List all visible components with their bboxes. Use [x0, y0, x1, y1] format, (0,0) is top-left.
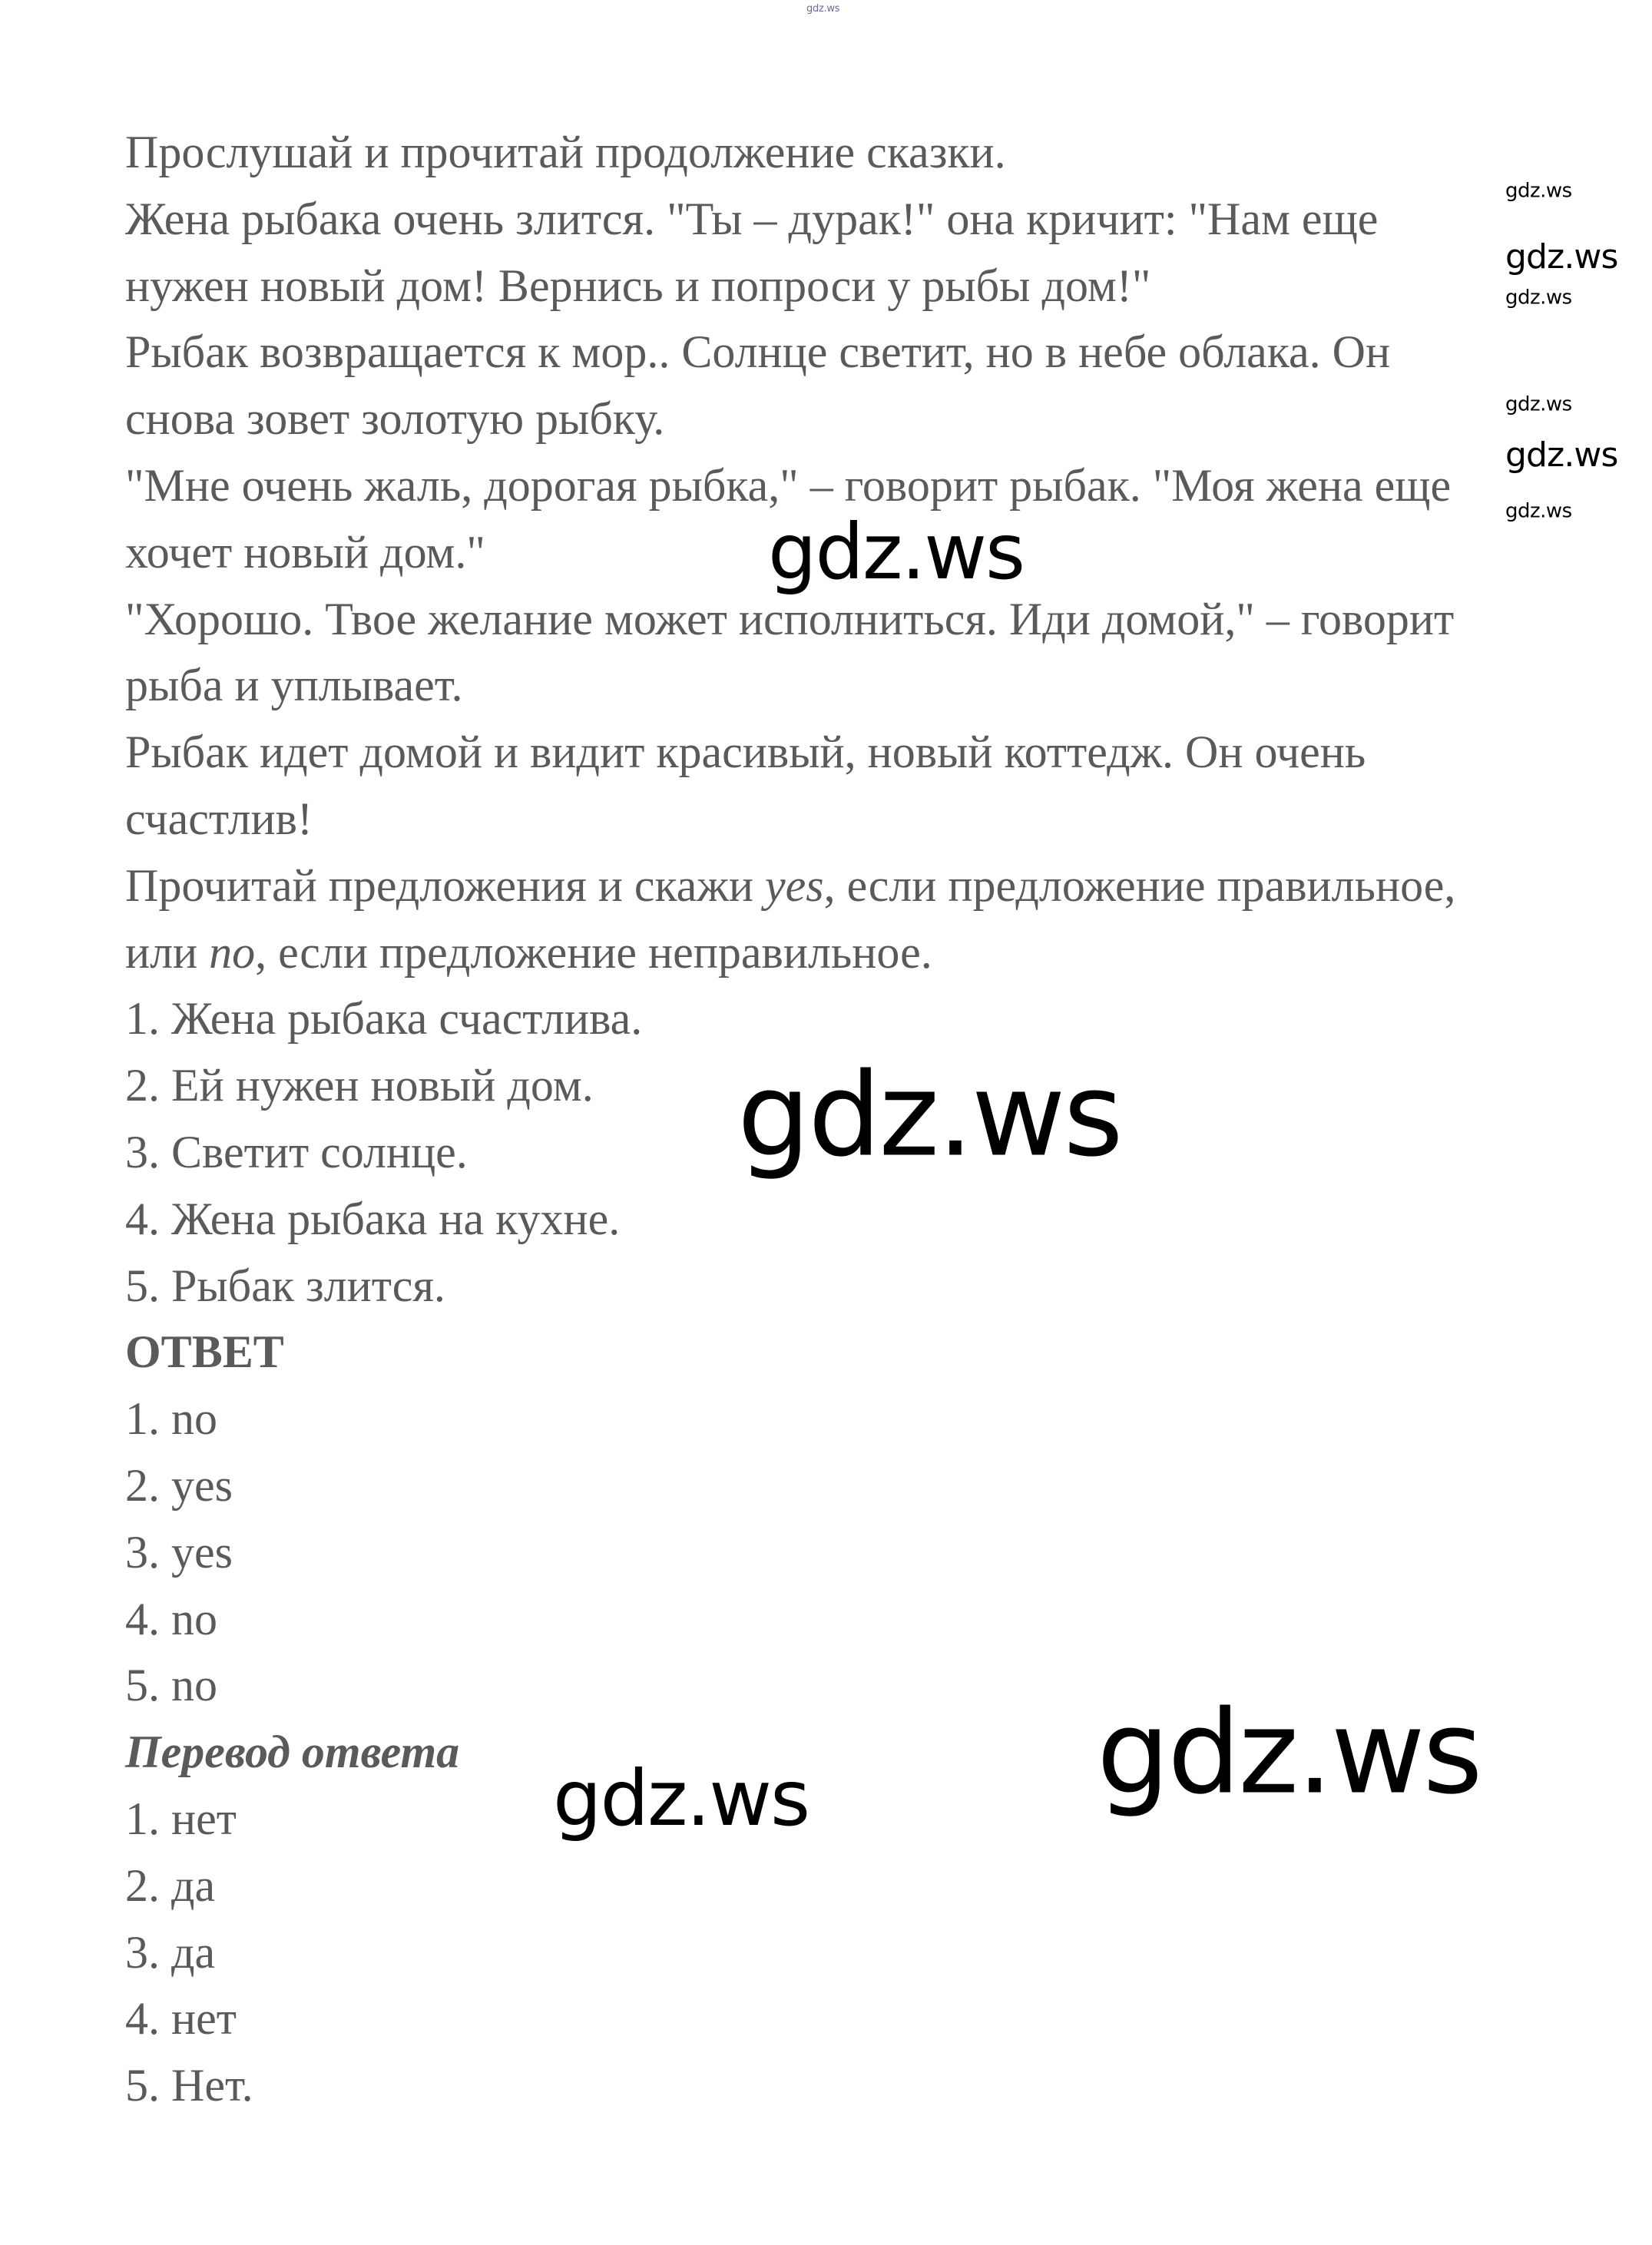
- question-item: 3. Светит солнце.: [125, 1126, 468, 1177]
- watermark: gdz.ws: [737, 1048, 1121, 1183]
- story-line: Жена рыбака очень злится. "Ты – дурак!" она кричит: "Нам еще: [125, 193, 1379, 244]
- watermark: gdz.ws: [1097, 1686, 1481, 1820]
- task-text: Прочитай предложения и скажи: [125, 859, 765, 911]
- watermark: gdz.ws: [768, 507, 1025, 597]
- answer-item: 1. no: [125, 1393, 217, 1445]
- story-line: рыба и уплывает.: [125, 660, 463, 711]
- task-instruction-line-2: [125, 919, 1455, 986]
- task-instruction-line-1: [125, 853, 1455, 919]
- answer-heading: ОТВЕТ: [125, 1326, 284, 1378]
- translation-item: 2. да: [125, 1859, 216, 1911]
- story-line: Рыбак возвращается к мор.. Солнце светит, но в небе облака. Он: [125, 326, 1391, 378]
- task-text: или: [125, 926, 210, 978]
- question-item: 5. Рыбак злится.: [125, 1260, 445, 1311]
- watermark: gdz.ws: [553, 1753, 809, 1843]
- answer-item: 4. no: [125, 1593, 217, 1644]
- story-line: Рыбак идет домой и видит красивый, новый коттедж. Он очень: [125, 727, 1366, 778]
- translation-item: 5. Нет.: [125, 2060, 253, 2111]
- task-text: , если предложение неправильное.: [255, 926, 932, 978]
- watermark: gdz.ws: [1505, 286, 1572, 310]
- question-item: 4. Жена рыбака на кухне.: [125, 1193, 621, 1244]
- translation-item: 1. нет: [125, 1793, 237, 1844]
- story-line: хочет новый дом.": [125, 526, 485, 578]
- watermark: gdz.ws: [806, 2, 840, 15]
- task-no: no: [209, 926, 256, 978]
- answer-item: 3. yes: [125, 1526, 233, 1578]
- watermark: gdz.ws: [1505, 499, 1572, 523]
- watermark: gdz.ws: [1505, 392, 1572, 416]
- question-item: 1. Жена рыбака счастлива.: [125, 993, 643, 1045]
- story-line: "Мне очень жаль, дорогая рыбка," – говорит рыбак. "Моя жена еще: [125, 459, 1452, 511]
- answer-item: 5. no: [125, 1660, 217, 1711]
- story-line: снова зовет золотую рыбку.: [125, 393, 665, 445]
- story-line: нужен новый дом! Вернись и попроси у рыбы дом!": [125, 260, 1151, 311]
- story-line: счастлив!: [125, 793, 313, 844]
- task-text: , если предложение правильное,: [823, 859, 1456, 911]
- watermark: gdz.ws: [1505, 237, 1618, 276]
- answer-item: 2. yes: [125, 1459, 233, 1511]
- translation-item: 3. да: [125, 1926, 216, 1978]
- translation-item: 4. нет: [125, 1993, 237, 2045]
- watermark: gdz.ws: [1505, 435, 1618, 475]
- watermark: gdz.ws: [1505, 179, 1572, 203]
- question-item: 2. Ей нужен новый дом.: [125, 1060, 594, 1111]
- task-yes: yes: [764, 859, 824, 911]
- story-line: "Хорошо. Твое желание может исполниться. Иди домой," – говорит: [125, 593, 1455, 644]
- story-line: Прослушай и прочитай продолжение сказки.: [125, 127, 1006, 177]
- translation-heading: Перевод ответа: [125, 1727, 460, 1778]
